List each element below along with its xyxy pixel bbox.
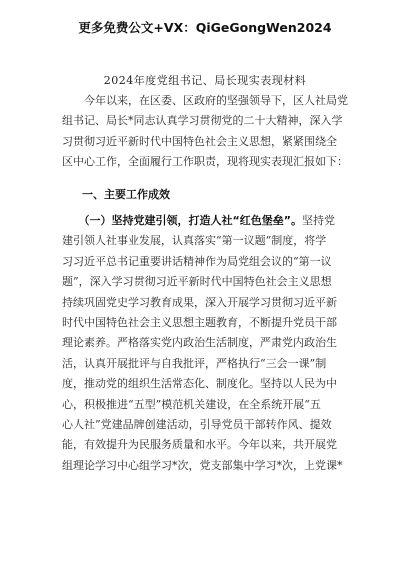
- body-line: 习习近平总书记重要讲话精神作为局党组会议的“第一议: [62, 254, 332, 268]
- body-line: 能，有效提升为民服务质量和水平。今年以来，共开展党: [62, 438, 337, 452]
- intro-line: 习贯彻习近平新时代中国特色社会主义思想，紧紧围绕全: [62, 134, 337, 148]
- body-first-line: [62, 211, 350, 231]
- body-first-tail: 坚持党: [301, 214, 335, 227]
- promo-banner: 更多免费公文+VX：QiGeGongWen2024: [78, 20, 332, 35]
- body-line: 时代中国特色社会主义思想主题教育，不断提升党员干部: [62, 315, 337, 329]
- section-heading: 一、主要工作成效: [82, 188, 170, 201]
- body-line: 理论素养。严格落实党内政治生活制度，严肃党内政治生: [62, 336, 337, 350]
- body-line: 心人社”党建品牌创建活动，引导党员干部转作风、提效: [62, 417, 332, 431]
- body-paragraph: [62, 211, 350, 476]
- intro-paragraph: [62, 91, 350, 173]
- intro-line: 区中心工作，全面履行工作职责，现将现实表现汇报如下：: [62, 155, 348, 169]
- body-line: 建引领人社事业发展，认真落实“第一议题”制度，将学: [62, 234, 327, 248]
- document-title: 2024年度党组书记、局长现实表现材料: [103, 74, 307, 87]
- intro-line: 组书记、局长*同志认真学习贯彻党的二十大精神，深入学: [62, 114, 343, 128]
- intro-line: 今年以来，在区委、区政府的坚强领导下，区人社局党: [62, 94, 348, 107]
- body-line: 心，积极推进“五型”模范机关建设，在全系统开展“五: [62, 397, 321, 411]
- body-line: 度，推动党的组织生活常态化、制度化。坚持以人民为中: [62, 377, 337, 391]
- body-line: 持续巩固党史学习教育成果，深入开展学习贯彻习近平新: [62, 295, 337, 309]
- body-line: 题”，深入学习贯彻习近平新时代中国特色社会主义思想: [62, 275, 332, 289]
- body-line: 活，认真开展批评与自我批评，严格执行“三会一课”制: [62, 356, 327, 370]
- sub-heading: （一）坚持党建引领，打造人社“红色堡垒”。: [84, 214, 302, 227]
- body-line: 组理论学习中心组学习*次，党支部集中学习*次，上党课*: [62, 458, 343, 472]
